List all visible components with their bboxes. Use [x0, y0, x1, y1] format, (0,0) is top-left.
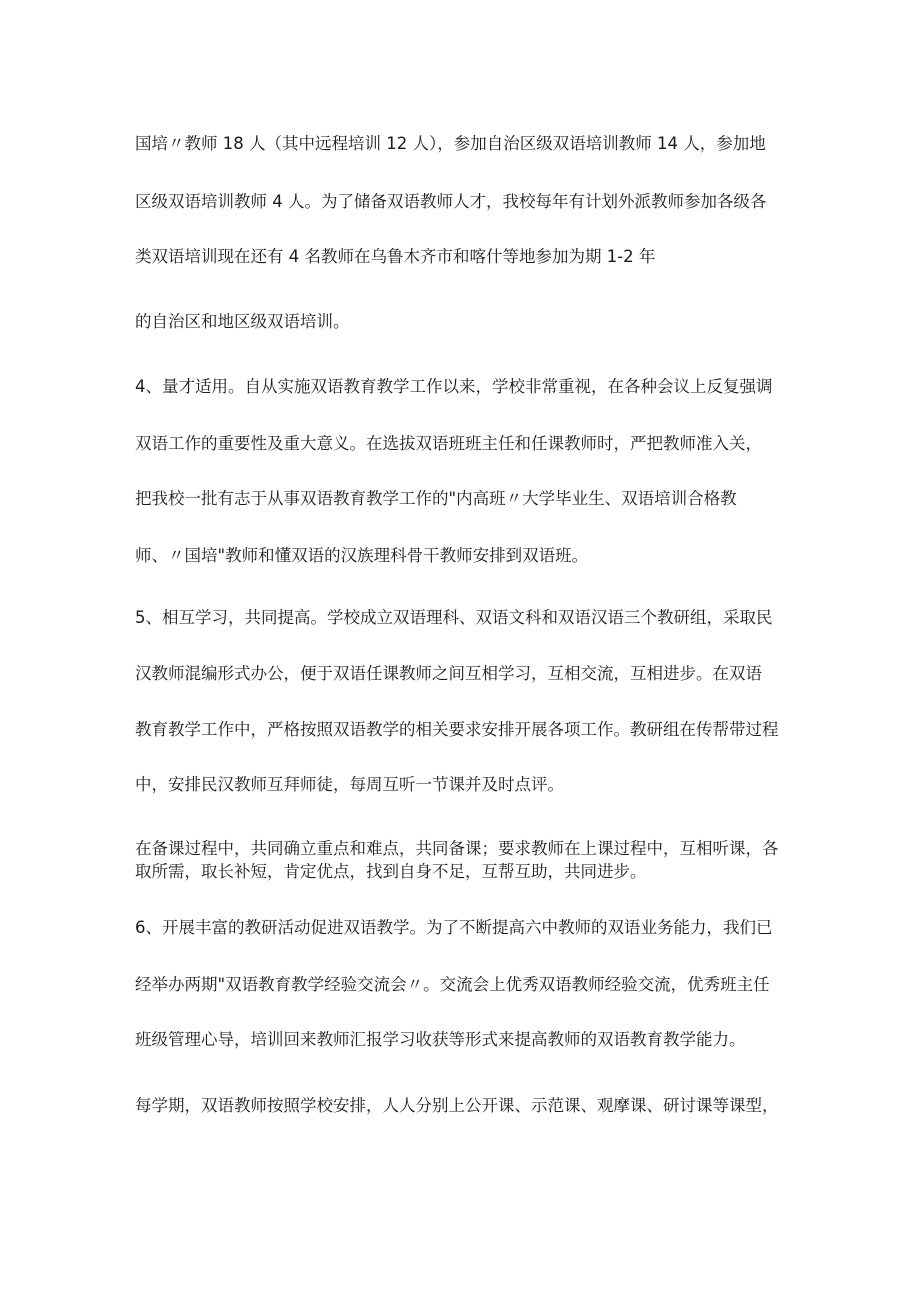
- text-line: 6、开展丰富的教研活动促进双语教学。为了不断提高六中教师的双语业务能力，我们已: [135, 918, 773, 937]
- text-line: 每学期，双语教师按照学校安排，人人分别上公开课、示范课、观摩课、研讨课等课型，: [135, 1096, 779, 1115]
- text-line: 师、〃国培"教师和懂双语的汉族理科骨干教师安排到双语班。: [135, 546, 589, 565]
- text-line: 国培〃教师 18 人（其中远程培训 12 人），参加自治区级双语培训教师 14 人，参加地: [135, 134, 766, 153]
- text-line: 汉教师混编形式办公，便于双语任课教师之间互相学习，互相交流，互相进步。在双语: [135, 664, 762, 683]
- text-line: 5、相互学习，共同提高。学校成立双语理科、双语文科和双语汉语三个教研组，采取民: [135, 608, 773, 627]
- text-line: 取所需，取长补短，肯定优点，找到自身不足，互帮互助，共同进步。: [135, 862, 647, 881]
- text-line: 双语工作的重要性及重大意义。在选拔双语班班主任和任课教师时，严把教师准入关，: [135, 434, 762, 453]
- text-line: 4、量才适用。自从实施双语教育教学工作以来，学校非常重视，在各种会议上反复强调: [135, 377, 773, 396]
- text-line: 中，安排民汉教师互拜师徒，每周互听一节课并及时点评。: [135, 775, 564, 794]
- text-line: 类双语培训现在还有 4 名教师在乌鲁木齐市和喀什等地参加为期 1-2 年: [135, 247, 656, 266]
- text-line: 在备课过程中，共同确立重点和难点，共同备课；要求教师在上课过程中，互相听课，各: [135, 839, 779, 858]
- text-line: 教育教学工作中，严格按照双语教学的相关要求安排开展各项工作。教研组在传帮带过程: [135, 720, 779, 739]
- text-line: 班级管理心导，培训回来教师汇报学习收获等形式来提高教师的双语教育教学能力。: [135, 1030, 746, 1049]
- text-line: 区级双语培训教师 4 人。为了储备双语教师人才，我校每年有计划外派教师参加各级各: [135, 192, 767, 211]
- text-line: 经举办两期"双语教育教学经验交流会〃。交流会上优秀双语教师经验交流，优秀班主任: [135, 975, 770, 994]
- text-line: 把我校一批有志于从事双语教育教学工作的"内高班〃大学毕业生、双语培训合格教: [135, 489, 737, 508]
- text-line: 的自治区和地区级双语培训。: [135, 312, 350, 331]
